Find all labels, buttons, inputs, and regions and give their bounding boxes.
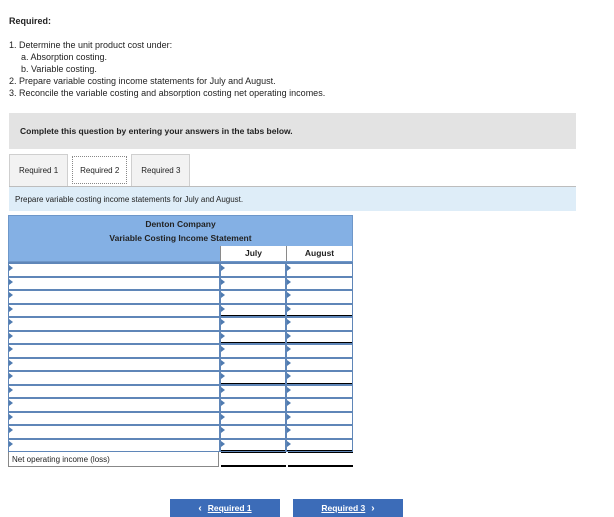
row-label-dropdown[interactable] bbox=[9, 426, 219, 438]
statement-row bbox=[9, 370, 352, 384]
dropdown-arrow-icon bbox=[9, 333, 13, 339]
input-marker-icon bbox=[287, 265, 291, 271]
august-amount-input[interactable] bbox=[287, 372, 352, 384]
tab-bar bbox=[9, 154, 192, 187]
input-marker-icon bbox=[221, 441, 225, 447]
row-label-dropdown[interactable] bbox=[9, 264, 219, 276]
row-label-dropdown[interactable] bbox=[9, 291, 219, 303]
dropdown-arrow-icon bbox=[9, 373, 13, 379]
statement-row bbox=[9, 343, 352, 357]
net-income-july-input[interactable] bbox=[221, 452, 286, 467]
column-header-row bbox=[8, 246, 353, 262]
dropdown-arrow-icon bbox=[9, 319, 13, 325]
input-marker-icon bbox=[221, 373, 225, 379]
tab-required-2[interactable]: Required 2 bbox=[70, 154, 129, 186]
net-income-row bbox=[8, 452, 353, 467]
july-amount-input[interactable] bbox=[221, 413, 286, 425]
dropdown-arrow-icon bbox=[9, 427, 13, 433]
july-amount-input[interactable] bbox=[221, 426, 286, 438]
input-marker-icon bbox=[221, 279, 225, 285]
july-column-header: July bbox=[220, 246, 286, 261]
statement-row bbox=[9, 357, 352, 371]
august-amount-input[interactable] bbox=[287, 399, 352, 411]
july-amount-input[interactable] bbox=[221, 372, 286, 384]
required-item: a. Absorption costing. bbox=[21, 52, 108, 62]
july-amount-input[interactable] bbox=[221, 278, 286, 290]
input-marker-icon bbox=[287, 400, 291, 406]
statement-row bbox=[9, 289, 352, 303]
input-marker-icon bbox=[221, 292, 225, 298]
august-amount-input[interactable] bbox=[287, 318, 352, 330]
row-label-dropdown[interactable] bbox=[9, 332, 219, 344]
input-marker-icon bbox=[287, 441, 291, 447]
statement-header bbox=[8, 215, 353, 246]
input-marker-icon bbox=[287, 292, 291, 298]
august-amount-input[interactable] bbox=[287, 291, 352, 303]
required-item: b. Variable costing. bbox=[21, 64, 97, 74]
input-marker-icon bbox=[221, 319, 225, 325]
input-marker-icon bbox=[221, 414, 225, 420]
row-label-dropdown[interactable] bbox=[9, 318, 219, 330]
statement-row bbox=[9, 424, 352, 438]
input-marker-icon bbox=[287, 373, 291, 379]
august-amount-input[interactable] bbox=[287, 440, 352, 452]
instructions-banner: Complete this question by entering your answers in the tabs below. bbox=[9, 113, 576, 149]
july-amount-input[interactable] bbox=[221, 264, 286, 276]
dropdown-arrow-icon bbox=[9, 441, 13, 447]
statement-row bbox=[9, 276, 352, 290]
dropdown-arrow-icon bbox=[9, 292, 13, 298]
statement-rows bbox=[8, 262, 353, 452]
statement-row bbox=[9, 411, 352, 425]
august-amount-input[interactable] bbox=[287, 359, 352, 371]
dropdown-arrow-icon bbox=[9, 346, 13, 352]
august-amount-input[interactable] bbox=[287, 345, 352, 357]
required-item: 1. Determine the unit product cost under: bbox=[9, 40, 173, 50]
row-label-dropdown[interactable] bbox=[9, 305, 219, 317]
chevron-right-icon: › bbox=[371, 502, 375, 514]
july-amount-input[interactable] bbox=[221, 359, 286, 371]
required-item: 2. Prepare variable costing income statements for July and August. bbox=[9, 76, 276, 86]
dropdown-arrow-icon bbox=[9, 360, 13, 366]
dropdown-arrow-icon bbox=[9, 306, 13, 312]
dropdown-arrow-icon bbox=[9, 400, 13, 406]
august-amount-input[interactable] bbox=[287, 305, 352, 317]
row-label-dropdown[interactable] bbox=[9, 399, 219, 411]
july-amount-input[interactable] bbox=[221, 318, 286, 330]
august-amount-input[interactable] bbox=[287, 413, 352, 425]
label-column-header bbox=[9, 246, 220, 261]
dropdown-arrow-icon bbox=[9, 265, 13, 271]
statement-title: Variable Costing Income Statement bbox=[109, 233, 252, 243]
input-marker-icon bbox=[221, 427, 225, 433]
row-label-dropdown[interactable] bbox=[9, 278, 219, 290]
next-required-button[interactable] bbox=[293, 499, 403, 517]
august-column-header: August bbox=[286, 246, 352, 261]
input-marker-icon bbox=[221, 333, 225, 339]
input-marker-icon bbox=[287, 346, 291, 352]
prev-button-label: Required 1 bbox=[207, 503, 252, 513]
input-marker-icon bbox=[221, 306, 225, 312]
august-amount-input[interactable] bbox=[287, 278, 352, 290]
input-marker-icon bbox=[287, 360, 291, 366]
july-amount-input[interactable] bbox=[221, 399, 286, 411]
dropdown-arrow-icon bbox=[9, 387, 13, 393]
input-marker-icon bbox=[287, 414, 291, 420]
dropdown-arrow-icon bbox=[9, 414, 13, 420]
row-label-dropdown[interactable] bbox=[9, 359, 219, 371]
statement-row bbox=[9, 397, 352, 411]
chevron-left-icon: ‹ bbox=[198, 502, 202, 514]
income-statement bbox=[8, 215, 353, 467]
tab-required-1[interactable]: Required 1 bbox=[9, 154, 68, 186]
input-marker-icon bbox=[287, 319, 291, 325]
required-list bbox=[9, 39, 325, 99]
statement-row bbox=[9, 316, 352, 330]
july-amount-input[interactable] bbox=[221, 345, 286, 357]
dropdown-arrow-icon bbox=[9, 279, 13, 285]
next-button-label: Required 3 bbox=[321, 503, 366, 513]
required-heading: Required: bbox=[9, 16, 52, 26]
row-label-dropdown[interactable] bbox=[9, 413, 219, 425]
input-marker-icon bbox=[221, 400, 225, 406]
statement-row bbox=[9, 262, 352, 276]
input-marker-icon bbox=[287, 279, 291, 285]
net-income-august-input[interactable] bbox=[288, 452, 353, 467]
row-label-dropdown[interactable] bbox=[9, 345, 219, 357]
row-label-dropdown[interactable] bbox=[9, 386, 219, 398]
statement-row bbox=[9, 330, 352, 344]
company-name: Denton Company bbox=[145, 219, 216, 229]
net-income-label: Net operating income (loss) bbox=[8, 452, 219, 467]
input-marker-icon bbox=[221, 346, 225, 352]
row-label-dropdown[interactable] bbox=[9, 440, 219, 452]
august-amount-input[interactable] bbox=[287, 264, 352, 276]
required-item: 3. Reconcile the variable costing and absorption costing net operating incomes. bbox=[9, 88, 326, 98]
input-marker-icon bbox=[287, 387, 291, 393]
statement-row bbox=[9, 384, 352, 398]
input-marker-icon bbox=[221, 265, 225, 271]
july-amount-input[interactable] bbox=[221, 305, 286, 317]
july-amount-input[interactable] bbox=[221, 386, 286, 398]
august-amount-input[interactable] bbox=[287, 426, 352, 438]
tab-required-3[interactable]: Required 3 bbox=[131, 154, 190, 186]
input-marker-icon bbox=[287, 306, 291, 312]
input-marker-icon bbox=[287, 333, 291, 339]
input-marker-icon bbox=[287, 427, 291, 433]
july-amount-input[interactable] bbox=[221, 332, 286, 344]
august-amount-input[interactable] bbox=[287, 386, 352, 398]
input-marker-icon bbox=[221, 360, 225, 366]
july-amount-input[interactable] bbox=[221, 291, 286, 303]
statement-row bbox=[9, 303, 352, 317]
august-amount-input[interactable] bbox=[287, 332, 352, 344]
input-marker-icon bbox=[221, 387, 225, 393]
july-amount-input[interactable] bbox=[221, 440, 286, 452]
tab-instruction: Prepare variable costing income statements for July and August. bbox=[9, 187, 576, 211]
prev-required-button[interactable] bbox=[170, 499, 280, 517]
statement-row bbox=[9, 438, 352, 452]
row-label-dropdown[interactable] bbox=[9, 372, 219, 384]
